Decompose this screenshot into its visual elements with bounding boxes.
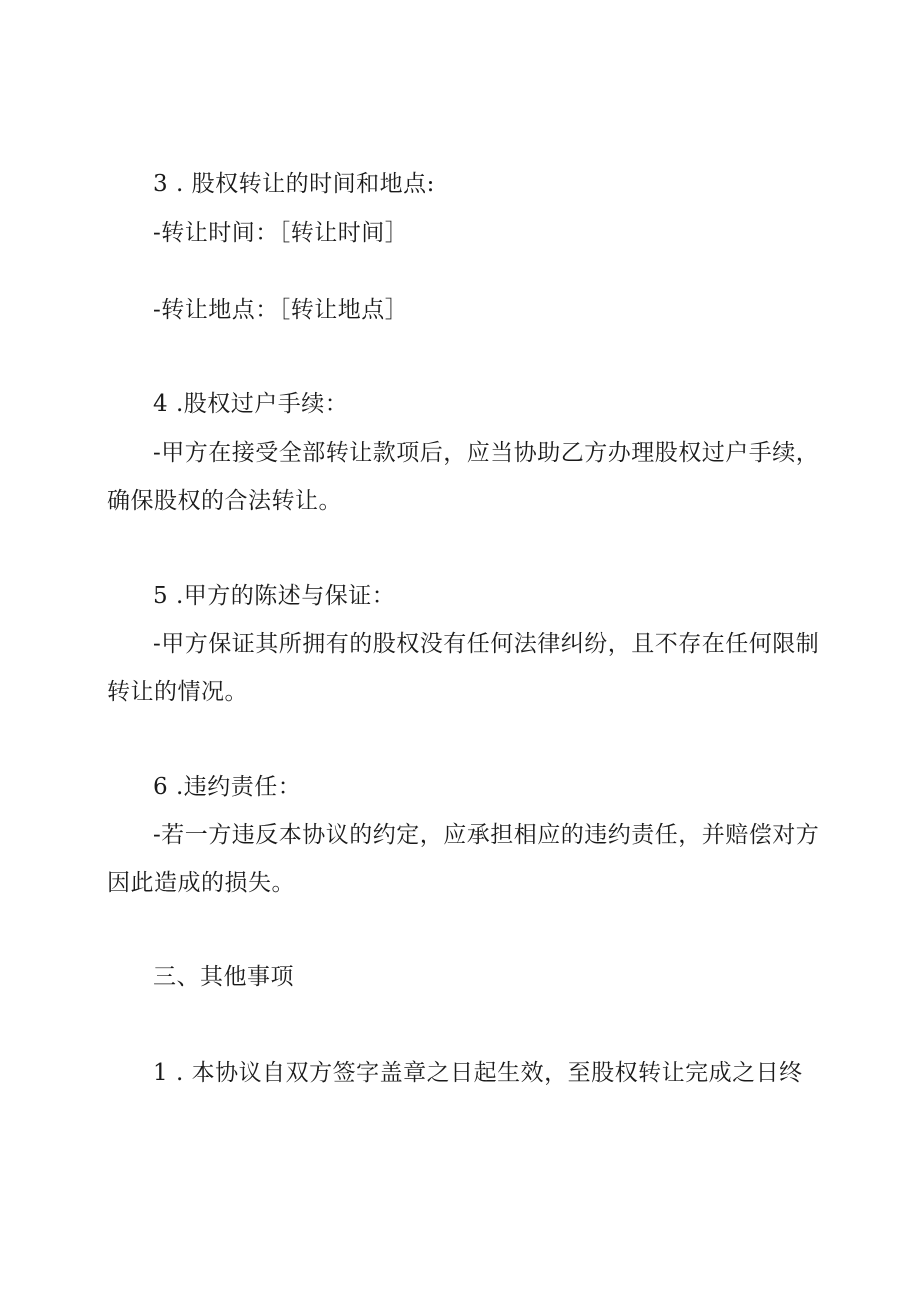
section-4-body-line-2: 确保股权的合法转让。 (107, 488, 342, 514)
section-6-body-line-2: 因此造成的损失。 (107, 870, 295, 896)
part-3-item-1: 1 . 本协议自双方签字盖章之日起生效，至股权转让完成之日终 (153, 1060, 803, 1086)
transfer-place-line: -转让地点：［转让地点］ (153, 297, 409, 323)
section-5-body-line-1: -甲方保证其所拥有的股权没有任何法律纠纷，且不存在任何限制 (153, 631, 820, 657)
section-4-body-line-1: -甲方在接受全部转让款项后，应当协助乙方办理股权过户手续， (153, 440, 820, 466)
section-5-body-line-2: 转让的情况。 (107, 679, 248, 705)
part-3-heading: 三、其他事项 (153, 964, 294, 990)
section-4-heading: 4 .股权过户手续： (153, 391, 349, 417)
section-3-heading: 3 . 股权转让的时间和地点: (153, 171, 435, 197)
section-6-body-line-1: -若一方违反本协议的约定，应承担相应的违约责任，并赔偿对方 (153, 822, 820, 848)
section-5-heading: 5 .甲方的陈述与保证： (153, 583, 396, 609)
section-6-heading: 6 .违约责任： (153, 774, 302, 800)
transfer-time-line: -转让时间：［转让时间］ (153, 220, 409, 246)
